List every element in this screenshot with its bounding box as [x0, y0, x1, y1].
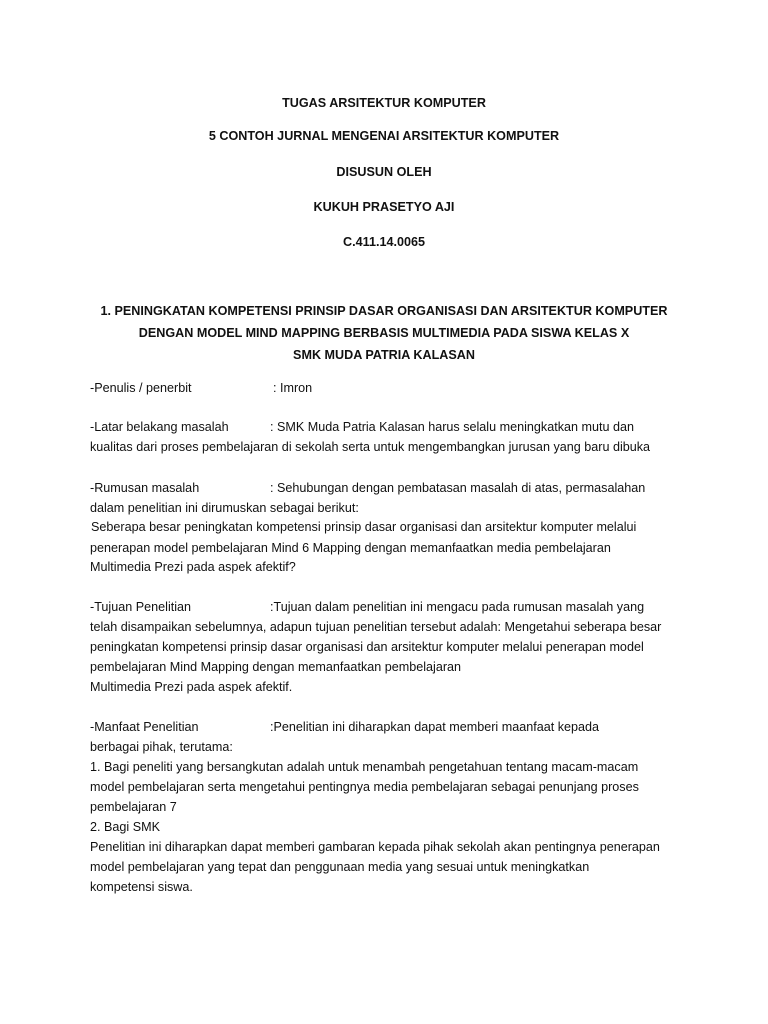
latar-value: : SMK Muda Patria Kalasan harus selalu meningkatkan mutu dan — [270, 420, 635, 434]
latar-label: -Latar belakang masalah — [90, 420, 229, 434]
tujuan-cont: peningkatan kompetensi prinsip dasar organisasi dan arsitektur komputer melalui penerapan model — [90, 640, 644, 654]
manfaat-value: :Penelitian ini diharapkan dapat memberi maanfaat kepada — [270, 720, 600, 734]
manfaat-cont: model pembelajaran yang tepat dan penggunaan media yang sesuai untuk meningkatkan — [90, 860, 590, 874]
manfaat-cont: 2. Bagi SMK — [90, 820, 160, 834]
section-title-line-2: DENGAN MODEL MIND MAPPING BERBASIS MULTIMEDIA PADA SISWA KELAS X — [138, 326, 630, 340]
section-title-line-1: 1. PENINGKATAN KOMPETENSI PRINSIP DASAR ORGANISASI DAN ARSITEKTUR KOMPUTER — [100, 304, 668, 318]
doc-subtitle: 5 CONTOH JURNAL MENGENAI ARSITEKTUR KOMPUTER — [208, 129, 560, 143]
student-id: C.411.14.0065 — [343, 235, 425, 249]
manfaat-cont: pembelajaran 7 — [90, 800, 177, 814]
tujuan-cont: telah disampaikan sebelumnya, adapun tujuan penelitian tersebut adalah: Mengetahui seberapa besar — [90, 620, 662, 634]
manfaat-cont: 1. Bagi peneliti yang bersangkutan adalah untuk menambah pengetahuan tentang macam-macam — [90, 760, 639, 774]
rumusan-cont: Multimedia Prezi pada aspek afektif? — [90, 560, 296, 574]
doc-title: TUGAS ARSITEKTUR KOMPUTER — [282, 96, 486, 110]
tujuan-cont: Multimedia Prezi pada aspek afektif. — [90, 680, 293, 694]
section-title-line-3: SMK MUDA PATRIA KALASAN — [293, 348, 475, 362]
penulis-label: -Penulis / penerbit — [90, 381, 192, 395]
rumusan-label: -Rumusan masalah — [90, 481, 200, 495]
author-heading: DISUSUN OLEH — [336, 165, 432, 179]
author-name: KUKUH PRASETYO AJI — [313, 200, 455, 214]
rumusan-cont: Seberapa besar peningkatan kompetensi prinsip dasar organisasi dan arsitektur komputer melalui — [91, 520, 637, 534]
rumusan-cont: dalam penelitian ini dirumuskan sebagai berikut: — [90, 501, 359, 515]
tujuan-cont: pembelajaran Mind Mapping dengan memanfaatkan pembelajaran — [90, 660, 462, 674]
latar-cont: kualitas dari proses pembelajaran di sekolah serta untuk mengembangkan jurusan yang baru dibuka — [90, 440, 651, 454]
manfaat-label: -Manfaat Penelitian — [90, 720, 199, 734]
penulis-value: : Imron — [273, 381, 313, 395]
rumusan-value: : Sehubungan dengan pembatasan masalah di atas, permasalahan — [270, 481, 646, 495]
tujuan-value: :Tujuan dalam penelitian ini mengacu pada rumusan masalah yang — [270, 600, 645, 614]
tujuan-label: -Tujuan Penelitian — [90, 600, 192, 614]
rumusan-cont: penerapan model pembelajaran Mind 6 Mapping dengan memanfaatkan media pembelajaran — [90, 541, 611, 555]
manfaat-cont: berbagai pihak, terutama: — [90, 740, 233, 754]
manfaat-cont: model pembelajaran serta mengetahui pentingnya media pembelajaran sebagai penunjang proses — [90, 780, 639, 794]
manfaat-cont: Penelitian ini diharapkan dapat memberi gambaran kepada pihak sekolah akan pentingnya penerapan — [90, 840, 660, 854]
manfaat-cont: kompetensi siswa. — [90, 880, 193, 894]
